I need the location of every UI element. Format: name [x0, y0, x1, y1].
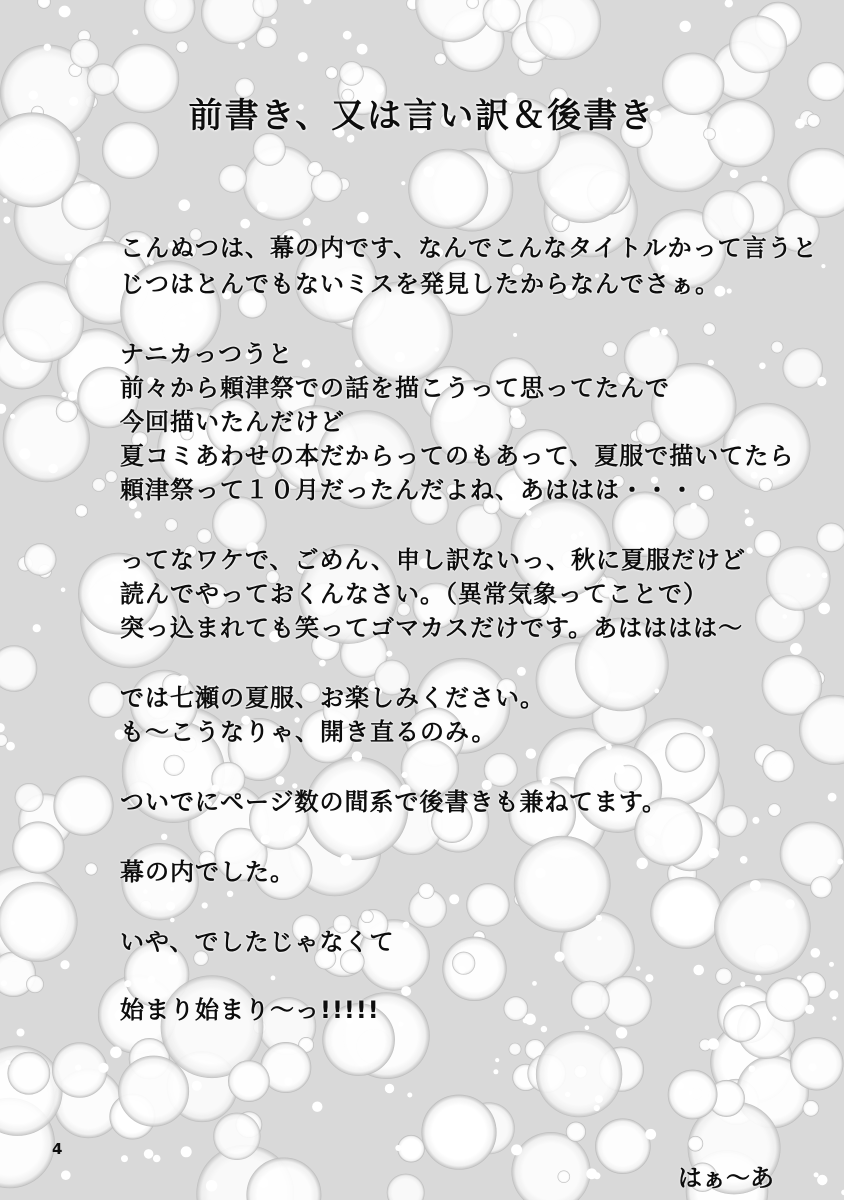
bubble-dot	[303, 0, 311, 4]
bubble-dot	[680, 844, 686, 850]
bubble-dot	[443, 1127, 455, 1139]
body-line: 始まり始まり～っ!!!!!	[120, 996, 380, 1024]
bubble-dot	[708, 848, 718, 858]
bubble-dot	[302, 359, 310, 367]
bubble-dot	[828, 793, 837, 802]
bubble-dot	[60, 960, 69, 969]
body-line: 今回描いたんだけど	[120, 408, 345, 436]
bubble-dot	[398, 1022, 403, 1027]
body-line: 突っ込まれても笑ってゴマカスだけです。あはははは～	[120, 614, 744, 642]
bubble-dot	[727, 288, 732, 293]
bubble-dot	[832, 1016, 836, 1020]
bubble-dot	[702, 726, 713, 737]
bubble-dot	[597, 936, 602, 941]
bubble	[566, 1122, 586, 1142]
bubble	[228, 1061, 269, 1102]
bubble-dot	[730, 170, 739, 179]
bubble-dot	[19, 448, 30, 459]
bubble-dot	[606, 744, 612, 750]
bubble	[688, 1136, 703, 1151]
bubble-dot	[1, 980, 7, 986]
bubble-dot	[90, 184, 95, 189]
bubble	[703, 323, 716, 336]
bubble-dot	[511, 408, 522, 419]
bubble	[536, 1031, 622, 1117]
bubble-dot	[61, 588, 66, 593]
bubble	[443, 937, 507, 1001]
body-line: 読んでやっておくんなさい。（異常気象ってことで）	[120, 580, 708, 608]
bubble	[176, 41, 188, 53]
bubble	[105, 471, 117, 483]
bubble-dot	[289, 825, 300, 836]
bubble-dot	[589, 665, 594, 670]
bubble-dot	[303, 218, 311, 226]
bubble-dot	[257, 202, 268, 213]
bubble	[419, 883, 435, 899]
bubble-dot	[535, 868, 545, 878]
body-line: いや、でしたじゃなくて	[120, 928, 395, 956]
bubble-dot	[202, 902, 208, 908]
bubble	[666, 733, 705, 772]
bubble	[387, 1174, 424, 1200]
bubble-dot	[680, 21, 691, 32]
bubble	[24, 543, 56, 575]
bubble	[118, 1056, 188, 1126]
bubble	[308, 161, 323, 176]
bubble	[817, 523, 844, 552]
bubble-dot	[68, 392, 77, 401]
bubble-dot	[76, 137, 80, 141]
bubble-dot	[541, 1026, 547, 1032]
body-line: 頼津祭って１０月だったんだよね、あははは・・・	[120, 476, 695, 504]
bubble-dot	[284, 1077, 292, 1085]
bubble-dot	[402, 772, 408, 778]
bubble-dot	[386, 651, 392, 657]
bubble-dot	[837, 859, 843, 865]
bubble-dot	[547, 827, 555, 835]
body-line: こんぬつは、幕の内です、なんでこんなタイトルかって言うと	[120, 234, 818, 262]
bubble-dot	[550, 187, 560, 197]
bubble-dot	[745, 509, 750, 514]
bubble	[504, 997, 528, 1021]
bubble-dot	[10, 414, 15, 419]
bubble-dot	[805, 1005, 814, 1014]
bubble	[803, 1100, 819, 1116]
bubble-dot	[693, 965, 704, 976]
bubble	[409, 149, 488, 228]
bubble-dot	[822, 572, 828, 578]
bubble-dot	[740, 982, 745, 987]
body-line: 幕の内でした。	[120, 858, 295, 886]
bubble-dot	[526, 510, 532, 516]
bubble-dot	[434, 347, 439, 352]
bubble-dot	[571, 533, 578, 540]
bubble-dot	[44, 44, 51, 51]
bubble-dot	[814, 1172, 819, 1177]
bubble	[54, 776, 114, 836]
bubble	[253, 133, 285, 165]
bubble-dot	[103, 594, 113, 604]
bubble	[256, 27, 277, 48]
bubble	[754, 530, 781, 557]
bubble-dot	[615, 764, 625, 774]
bubble-dot	[645, 1129, 656, 1140]
bubble	[340, 61, 364, 85]
bubble-dot	[708, 360, 714, 366]
bubble	[26, 976, 43, 993]
bubble	[435, 53, 447, 65]
bubble-dot	[352, 751, 362, 761]
bubble-dot	[759, 363, 766, 370]
bubble-dot	[153, 1155, 161, 1163]
bubble	[70, 39, 99, 68]
bubble-dot	[33, 624, 41, 632]
bubble-dot	[355, 360, 363, 368]
body-line: 前々から頼津祭での話を描こうって思ってたんで	[120, 374, 670, 402]
bubble-dot	[636, 522, 646, 532]
bubble-dot	[645, 974, 653, 982]
bubble	[0, 734, 8, 746]
bubble-dot	[261, 835, 271, 845]
bubble-dot	[48, 464, 58, 474]
bubble-dot	[89, 381, 95, 387]
bubble-dot	[441, 1109, 451, 1119]
bubble-dot	[829, 990, 838, 999]
bubble	[219, 165, 247, 193]
bubble-dot	[134, 511, 141, 518]
bubble-dot	[762, 176, 768, 182]
bubble-dot	[661, 329, 668, 336]
signature: はぁ～あ	[678, 1164, 774, 1192]
bubble-dot	[585, 1025, 590, 1030]
bubble-dot	[0, 404, 6, 414]
bubble	[13, 822, 65, 874]
bubble-dot	[17, 1029, 25, 1037]
bubble-dot	[192, 302, 203, 313]
bubble-dot	[511, 1144, 522, 1155]
bubble-dot	[227, 891, 233, 897]
bubble	[673, 504, 709, 540]
bubble-dot	[166, 902, 175, 911]
bubble-dot	[179, 199, 191, 211]
bubble-dot	[782, 614, 787, 619]
bubble	[512, 1132, 591, 1200]
bubble	[15, 783, 43, 811]
bubble-dot	[403, 922, 410, 929]
bubble	[716, 968, 732, 984]
bubble-dot	[238, 42, 245, 49]
bubble-dot	[181, 1146, 192, 1157]
bubble-dot	[180, 322, 186, 328]
bubble-dot	[649, 327, 659, 337]
bubble-dot	[495, 1058, 499, 1062]
bubble-dot	[458, 966, 466, 974]
bubble-dot	[658, 919, 666, 927]
bubble-dot	[517, 667, 526, 676]
bubble-dot	[740, 856, 748, 864]
bubble	[422, 1095, 497, 1170]
bubble-dot	[811, 948, 821, 958]
bubble	[0, 646, 37, 692]
bubble-dot	[10, 921, 15, 926]
bubble	[811, 877, 833, 899]
bubble	[668, 1070, 717, 1119]
bubble-dot	[821, 264, 825, 268]
bubble-dot	[271, 976, 276, 981]
bubble	[724, 1005, 761, 1042]
bubble-dot	[59, 6, 71, 18]
bubble-dot	[161, 834, 167, 840]
bubble	[558, 1171, 570, 1183]
bubble-dot	[40, 938, 46, 944]
body-line: では七瀬の夏服、お楽しみください。	[120, 684, 545, 712]
bubble	[698, 485, 714, 501]
bubble-dot	[401, 986, 411, 996]
bubble-dot	[449, 894, 459, 904]
bubble-dot	[65, 253, 73, 261]
bubble-dot	[3, 217, 10, 224]
bubble-dot	[124, 980, 131, 987]
bubble	[144, 0, 195, 33]
bubble-dot	[523, 1018, 528, 1023]
bubble-dot	[594, 1105, 600, 1111]
bubble-dot	[132, 29, 138, 35]
bubble-dot	[144, 1149, 154, 1159]
bubble-dot	[532, 981, 537, 986]
bubble	[651, 877, 722, 948]
bubble-dot	[797, 976, 801, 980]
bubble-dot	[654, 689, 659, 694]
body-line: も～こうなりゃ、開き直るのみ。	[120, 718, 497, 746]
bubble-dot	[23, 1095, 28, 1100]
bubble-dot	[110, 1047, 122, 1059]
bubble-dot	[790, 643, 802, 655]
bubble-dot	[401, 181, 405, 185]
bubble-dot	[385, 1084, 394, 1093]
bubble-dot	[818, 603, 830, 615]
bubble-dot	[5, 1060, 10, 1065]
bubble-dot	[746, 547, 752, 553]
bubble-dot	[192, 1081, 202, 1091]
bubble-dot	[829, 962, 834, 967]
bubble-dot	[604, 198, 610, 204]
bubble	[164, 755, 185, 776]
bubble	[361, 910, 374, 923]
bubble-dot	[616, 1027, 627, 1038]
bubble-dot	[526, 749, 536, 759]
bubble-dot	[513, 333, 517, 337]
bubble-dot	[594, 1172, 601, 1179]
bubble-dot	[298, 52, 308, 62]
bubble-dot	[817, 1175, 827, 1185]
bubble-dot	[688, 1091, 692, 1095]
bubble	[759, 478, 772, 491]
bubble-dot	[312, 1102, 322, 1112]
bubble-dot	[121, 1155, 128, 1162]
bubble	[214, 1113, 261, 1160]
bubble	[571, 981, 609, 1019]
bubble	[595, 1119, 650, 1174]
bubble	[763, 750, 795, 782]
bubble-dot	[98, 1063, 108, 1073]
bubble-dot	[148, 976, 156, 984]
bubble-dot	[692, 782, 698, 788]
bubble-dot	[749, 1066, 756, 1073]
bubble-dot	[785, 899, 794, 908]
bubble	[780, 822, 844, 886]
bubble-dot	[170, 887, 174, 891]
bubble-dot	[751, 472, 758, 479]
bubble	[509, 1043, 521, 1055]
bubble	[92, 478, 105, 491]
page-number: 4	[52, 1140, 63, 1158]
bubble-dot	[568, 764, 579, 775]
bubble-dot	[271, 19, 277, 25]
bubble	[326, 67, 338, 79]
bubble-dot	[752, 817, 759, 824]
body-line: ついでにページ数の間系で後書きも兼ねてます。	[120, 788, 667, 816]
bubble-dot	[555, 952, 565, 962]
bubble-dot	[745, 517, 754, 526]
bubble	[730, 16, 787, 73]
bubble-dot	[395, 1145, 401, 1151]
bubble-dot	[636, 966, 641, 971]
bubble-dot	[206, 1180, 217, 1191]
bubble-dot	[61, 392, 66, 397]
bubble-dot	[340, 854, 352, 866]
bubble-dot	[493, 1069, 498, 1074]
bubble	[790, 1037, 843, 1090]
page-title: 前書き、又は言い訳＆後書き	[188, 96, 656, 136]
bubble	[788, 148, 844, 217]
bubble	[38, 0, 51, 8]
bubble-dot	[725, 0, 733, 7]
bubble-dot	[708, 1038, 719, 1049]
bubble	[398, 1135, 425, 1162]
bubble-dot	[179, 313, 186, 320]
bubble-dot	[565, 1092, 570, 1097]
bubble	[89, 682, 125, 718]
bubble-dot	[319, 660, 326, 667]
bubble-dot	[0, 723, 5, 732]
bubble	[467, 883, 510, 926]
body-line: ナニカっつうと	[120, 340, 294, 368]
bubble-dot	[817, 377, 826, 386]
bubble	[768, 804, 781, 817]
bubble-dot	[423, 166, 434, 177]
bubble	[766, 547, 830, 611]
bubble-dot	[407, 1093, 412, 1098]
bubble	[603, 342, 618, 357]
bubble-dot	[596, 915, 602, 921]
bubble-dot	[21, 361, 30, 370]
bubble	[716, 806, 747, 837]
bubble-dot	[3, 198, 8, 203]
bubble-dot	[357, 212, 368, 223]
bubble	[714, 879, 810, 975]
bubble-dot	[126, 156, 132, 162]
bubble-dot	[61, 1170, 71, 1180]
bubble-dot	[677, 1082, 685, 1090]
bubble-dot	[395, 352, 405, 362]
bubble	[8, 1052, 50, 1094]
bubble	[766, 978, 810, 1022]
bubble-dot	[595, 1095, 603, 1103]
bubble-dot	[357, 44, 368, 55]
bubble-dot	[750, 880, 761, 891]
bubble-dot	[806, 573, 810, 577]
bubble-dot	[75, 1065, 81, 1071]
bubble	[75, 505, 87, 517]
bubble-dot	[531, 139, 541, 149]
bubble-dot	[6, 742, 15, 751]
bubble-dot	[143, 890, 147, 894]
bubble	[85, 863, 97, 875]
body-line: ってなワケで、ごめん、申し訳ないっ、秋に夏服だけど	[120, 546, 746, 574]
bubble	[771, 341, 783, 353]
bubble-dot	[809, 1063, 817, 1071]
body-line: じつはとんでもないミスを発見したからなんでさぁ。	[120, 270, 720, 298]
bubble	[56, 401, 78, 423]
bubble-dot	[755, 975, 761, 981]
bubble-dot	[76, 257, 88, 269]
bubble	[165, 519, 178, 532]
bubble-dot	[579, 531, 584, 536]
bubble-dot	[637, 858, 648, 869]
bubble-dot	[343, 31, 352, 40]
bubble	[783, 348, 823, 388]
body-line: 夏コミあわせの本だからってのもあって、夏服で描いてたら	[120, 442, 795, 470]
